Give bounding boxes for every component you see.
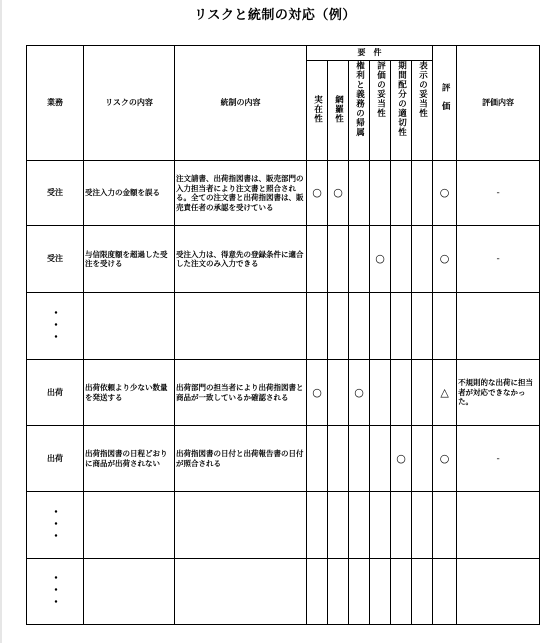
- req-mark-cell: [412, 492, 433, 559]
- req-mark-cell: [391, 226, 412, 293]
- header-evaluation-text: 評価: [440, 83, 451, 120]
- evaluation-cell: ○: [433, 161, 457, 226]
- header-requirements: 要 件: [307, 46, 433, 61]
- business-cell: 出荷: [27, 360, 84, 426]
- control-cell: [175, 492, 307, 559]
- table-row: [27, 426, 540, 492]
- req-mark-cell: [370, 426, 391, 492]
- table-row: [27, 559, 540, 625]
- evaluation-detail-cell: -: [457, 226, 540, 293]
- vertical-ellipsis: ・・・: [49, 572, 62, 608]
- req-mark-cell: [349, 492, 370, 559]
- risk-cell: 与信限度額を超過した受注を受ける: [84, 226, 175, 293]
- header-req-completeness: [328, 61, 349, 161]
- header-req-valuation-text: 評価の妥当性: [375, 61, 386, 118]
- req-mark-cell: [328, 226, 349, 293]
- vertical-ellipsis: ・・・: [49, 505, 62, 542]
- business-cell: 受注: [27, 161, 84, 226]
- evaluation-cell: ○: [433, 226, 457, 293]
- table-row: [27, 293, 540, 360]
- control-cell: [175, 559, 307, 625]
- risk-cell: [84, 293, 175, 360]
- req-mark-cell: [391, 293, 412, 360]
- evaluation-cell: △: [433, 360, 457, 426]
- header-risk: リスクの内容: [84, 46, 175, 161]
- header-control: 統制の内容: [175, 46, 307, 161]
- req-mark-cell: [328, 360, 349, 426]
- req-mark-cell: ○: [391, 426, 412, 492]
- req-mark-cell: [370, 161, 391, 226]
- req-mark-cell: [370, 360, 391, 426]
- req-mark-cell: [391, 492, 412, 559]
- req-mark-cell: [328, 426, 349, 492]
- req-mark-cell: ○: [349, 360, 370, 426]
- risk-cell: 出荷指図書の日程どおりに商品が出荷されない: [84, 426, 175, 492]
- control-cell: 出荷部門の担当者により出荷指図書と商品が一致しているか確認される: [175, 360, 307, 426]
- header-req-rights: [349, 61, 370, 161]
- req-mark-cell: [370, 559, 391, 625]
- control-cell: 出荷指図書の日付と出荷報告書の日付が照合される: [175, 426, 307, 492]
- req-mark-cell: [412, 293, 433, 360]
- header-req-valuation: [370, 61, 391, 161]
- business-cell: 受注: [27, 226, 84, 293]
- req-mark-cell: ○: [307, 161, 328, 226]
- req-mark-cell: [349, 293, 370, 360]
- table-row: [27, 226, 540, 293]
- evaluation-cell: [433, 492, 457, 559]
- req-mark-cell: [370, 492, 391, 559]
- evaluation-cell: [433, 559, 457, 625]
- req-mark-cell: [328, 293, 349, 360]
- req-mark-cell: [328, 559, 349, 625]
- req-mark-cell: [349, 559, 370, 625]
- req-mark-cell: [349, 426, 370, 492]
- req-mark-cell: [391, 559, 412, 625]
- control-cell: [175, 293, 307, 360]
- header-req-presentation-text: 表示の妥当性: [417, 61, 428, 118]
- risk-cell: [84, 559, 175, 625]
- evaluation-detail-cell: [457, 293, 540, 360]
- req-mark-cell: [412, 360, 433, 426]
- header-business: 業務: [27, 46, 84, 161]
- req-mark-cell: [349, 226, 370, 293]
- evaluation-detail-cell: [457, 492, 540, 559]
- control-cell: 注文請書、出荷指図書は、販売部門の入力担当者により注文書と照合される。全ての注文書と出荷指図書は、販売責任者の承認を受けている: [175, 161, 307, 226]
- header-req-existence-text: 実在性: [312, 94, 323, 124]
- req-mark-cell: [391, 360, 412, 426]
- req-mark-cell: [412, 426, 433, 492]
- business-ellipsis-cell: [27, 293, 84, 360]
- req-mark-cell: ○: [307, 360, 328, 426]
- req-mark-cell: [412, 161, 433, 226]
- header-evaluation-detail: 評価内容: [457, 46, 540, 161]
- req-mark-cell: [307, 426, 328, 492]
- req-mark-cell: [412, 226, 433, 293]
- req-mark-cell: [307, 226, 328, 293]
- evaluation-detail-cell: [457, 559, 540, 625]
- header-req-period: [391, 61, 412, 161]
- req-mark-cell: [328, 492, 349, 559]
- evaluation-detail-cell: 不規則的な出荷に担当者が対応できなかった。: [457, 360, 540, 426]
- req-mark-cell: [349, 161, 370, 226]
- business-cell: 出荷: [27, 426, 84, 492]
- header-evaluation: [433, 46, 457, 161]
- evaluation-cell: [433, 293, 457, 360]
- req-mark-cell: [307, 559, 328, 625]
- header-req-rights-text: 権利と義務の帰属: [354, 61, 365, 137]
- risk-cell: 出荷依頼より少ない数量を発送する: [84, 360, 175, 426]
- risk-cell: 受注入力の金額を誤る: [84, 161, 175, 226]
- req-mark-cell: [412, 559, 433, 625]
- header-row-top: [27, 46, 540, 61]
- req-mark-cell: [307, 492, 328, 559]
- req-mark-cell: [370, 293, 391, 360]
- page-edge: [0, 0, 2, 643]
- req-mark-cell: ○: [328, 161, 349, 226]
- business-ellipsis-cell: [27, 559, 84, 625]
- table-row: [27, 161, 540, 226]
- evaluation-detail-cell: -: [457, 426, 540, 492]
- evaluation-cell: ○: [433, 426, 457, 492]
- header-req-existence: [307, 61, 328, 161]
- table-row: [27, 360, 540, 426]
- business-ellipsis-cell: [27, 492, 84, 559]
- table-row: [27, 492, 540, 559]
- header-req-period-text: 期間配分の適切性: [396, 61, 407, 137]
- vertical-ellipsis: ・・・: [49, 306, 62, 343]
- req-mark-cell: [391, 161, 412, 226]
- req-mark-cell: ○: [370, 226, 391, 293]
- header-req-presentation: [412, 61, 433, 161]
- risk-control-table: [26, 45, 540, 625]
- evaluation-detail-cell: -: [457, 161, 540, 226]
- header-req-completeness-text: 網羅性: [333, 94, 344, 124]
- control-cell: 受注入力は、得意先の登録条件に適合した注文のみ入力できる: [175, 226, 307, 293]
- risk-cell: [84, 492, 175, 559]
- page-title: リスクと統制の対応（例）: [194, 8, 356, 23]
- req-mark-cell: [307, 293, 328, 360]
